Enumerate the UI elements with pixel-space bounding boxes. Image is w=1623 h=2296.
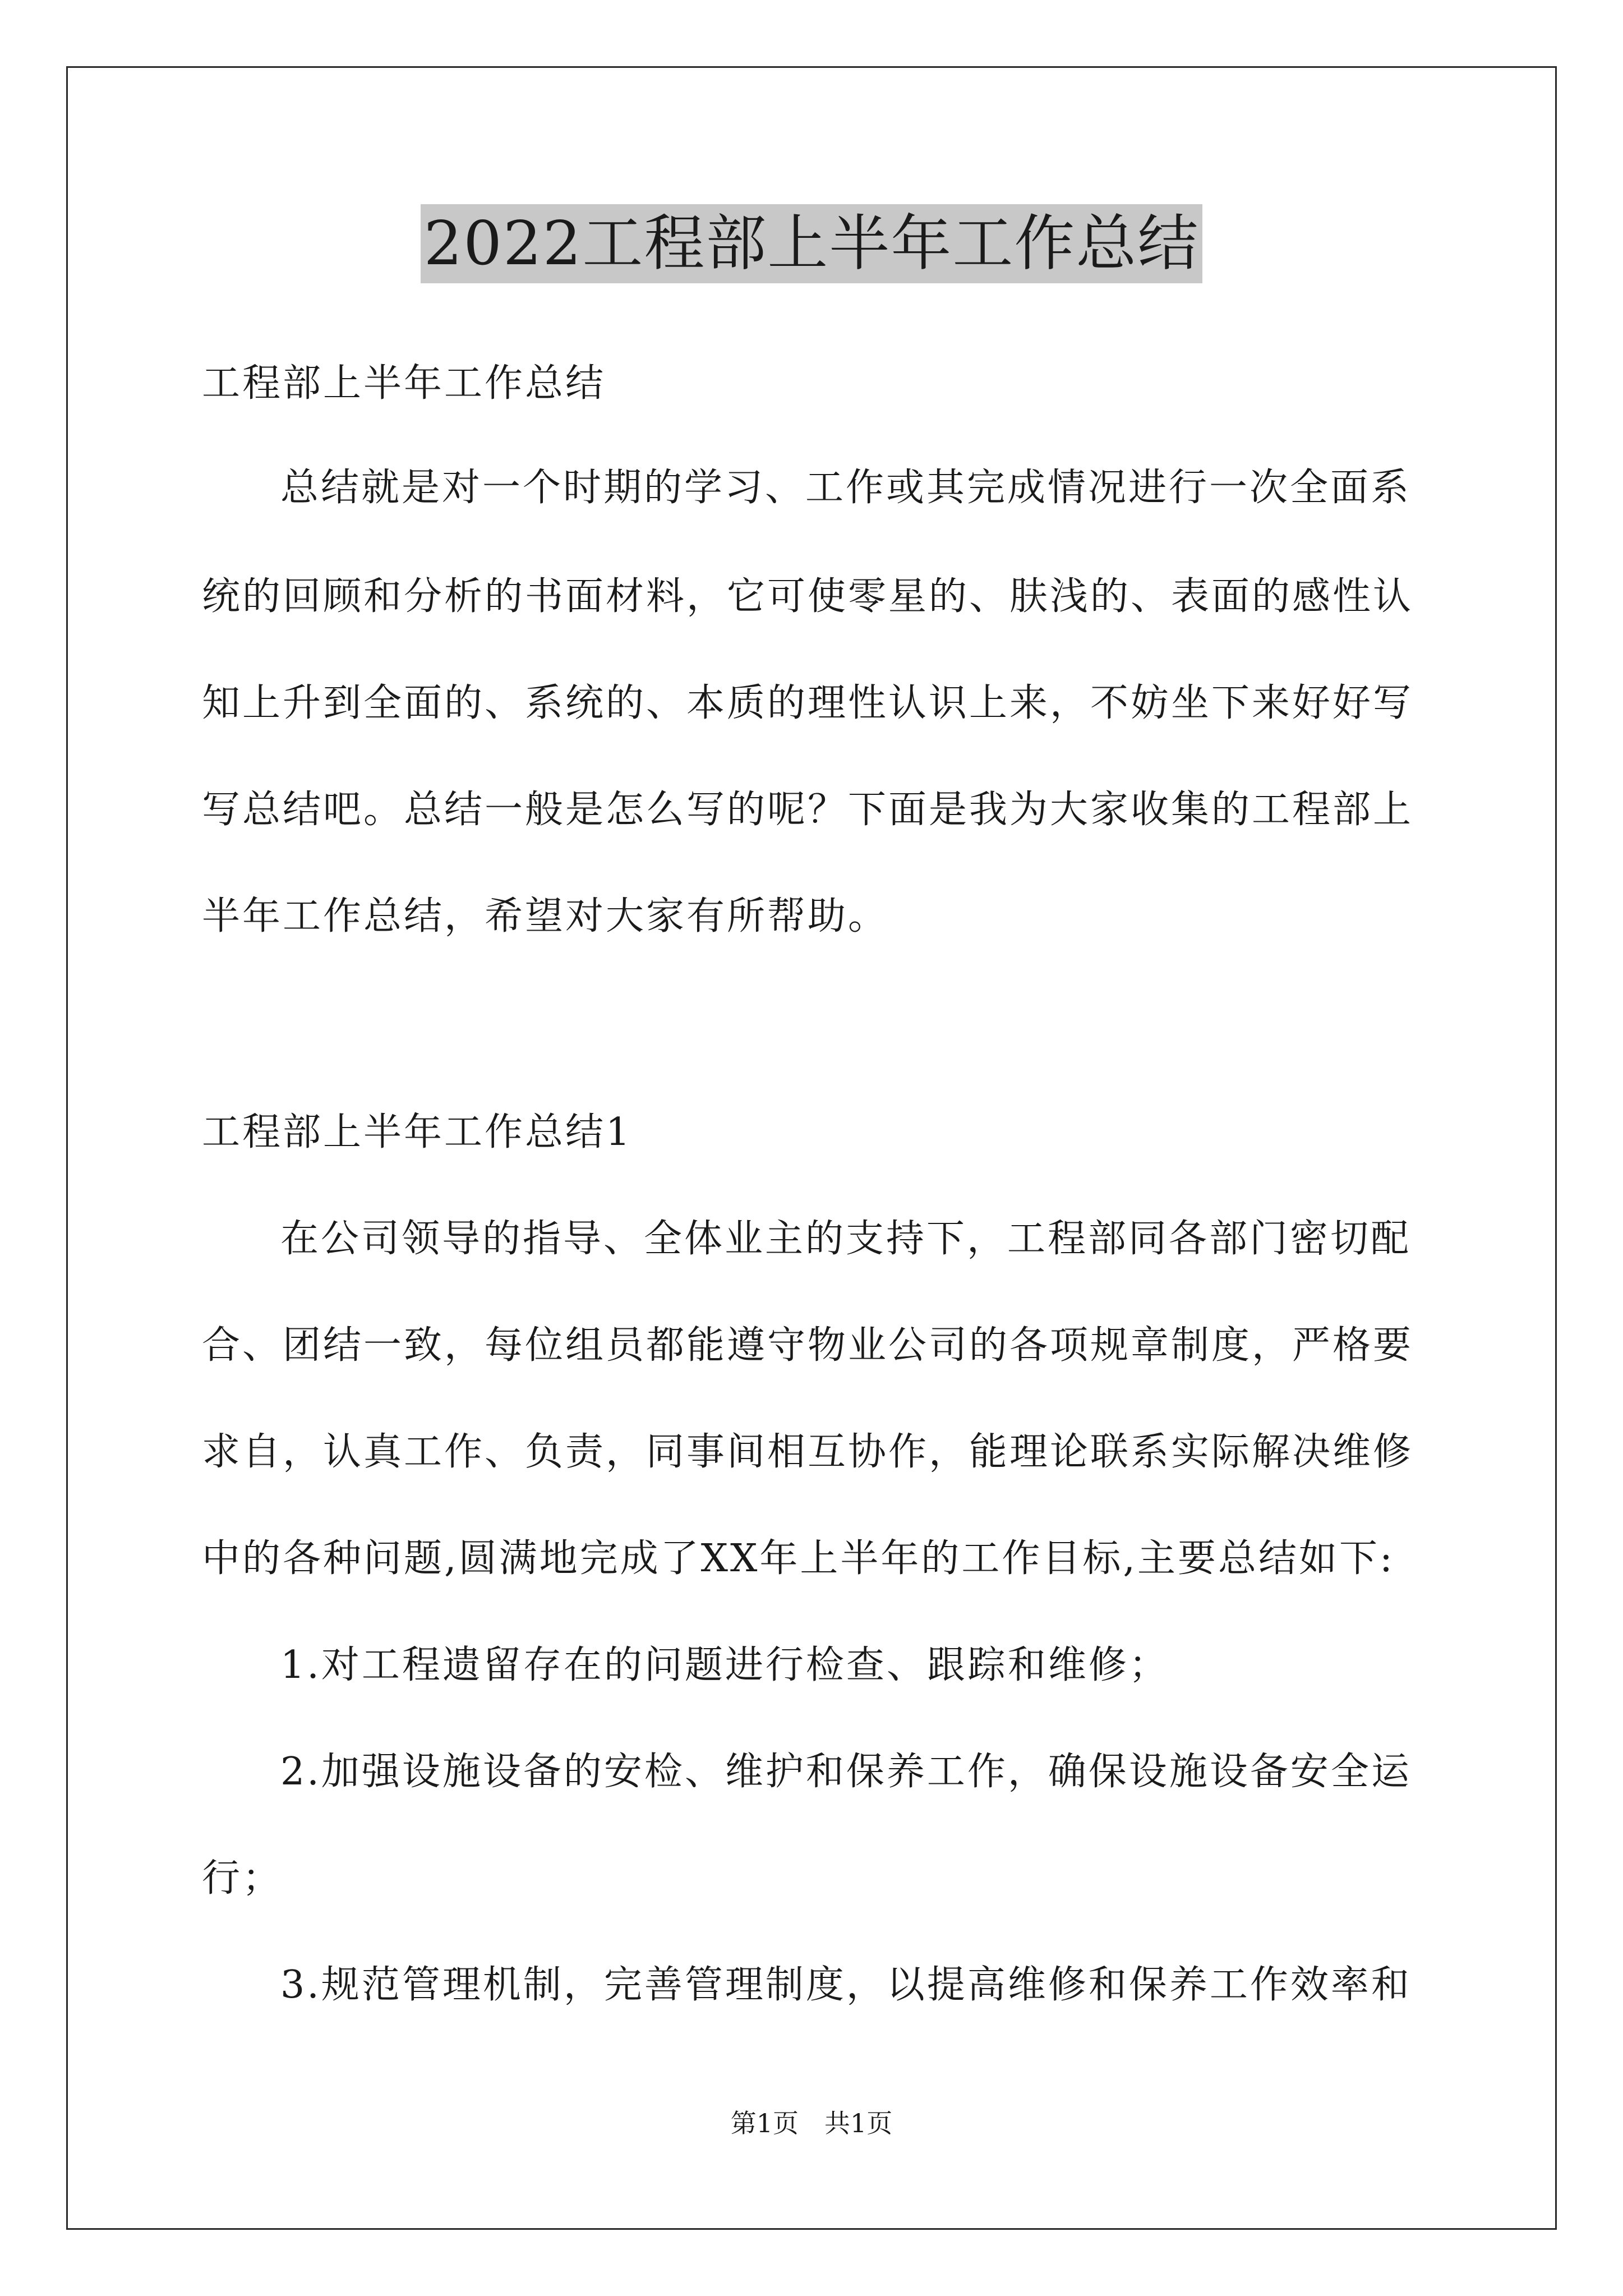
paragraph-line: 半年工作总结，希望对大家有所帮助。 — [202, 894, 889, 938]
paragraph-line: 统的回顾和分析的书面材料，它可使零星的、肤浅的、表面的感性认 — [202, 574, 1414, 619]
paragraph-line: 中的各种问题,圆满地完成了XX年上半年的工作目标,主要总结如下: — [202, 1536, 1395, 1581]
paragraph-line: 求自，认真工作、负责，同事间相互协作，能理论联系实际解决维修 — [202, 1430, 1414, 1474]
list-item: 3.规范管理机制，完善管理制度，以提高维修和保养工作效率和 — [280, 1963, 1412, 2007]
document-title-text: 2022工程部上半年工作总结 — [421, 204, 1203, 283]
paragraph-line: 写总结吧。总结一般是怎么写的呢？下面是我为大家收集的工程部上 — [202, 788, 1414, 832]
paragraph-line: 在公司领导的指导、全体业主的支持下，工程部同各部门密切配 — [280, 1217, 1412, 1261]
page-footer: 第1页 共1页 — [730, 2108, 893, 2138]
document-title — [0, 202, 1623, 286]
list-item: 1.对工程遗留存在的问题进行检查、跟踪和维修； — [280, 1643, 1169, 1687]
paragraph-line: 知上升到全面的、系统的、本质的理性认识上来，不妨坐下来好好写 — [202, 681, 1414, 725]
section-heading: 工程部上半年工作总结1 — [202, 1110, 633, 1154]
paragraph-line: 合、团结一致，每位组员都能遵守物业公司的各项规章制度，严格要 — [202, 1323, 1414, 1368]
paragraph-line: 行； — [202, 1856, 283, 1901]
section-heading: 工程部上半年工作总结 — [202, 361, 606, 406]
list-item: 2.加强设施设备的安检、维护和保养工作，确保设施设备安全运 — [280, 1750, 1412, 1794]
paragraph-line: 总结就是对一个时期的学习、工作或其完成情况进行一次全面系 — [280, 466, 1412, 510]
